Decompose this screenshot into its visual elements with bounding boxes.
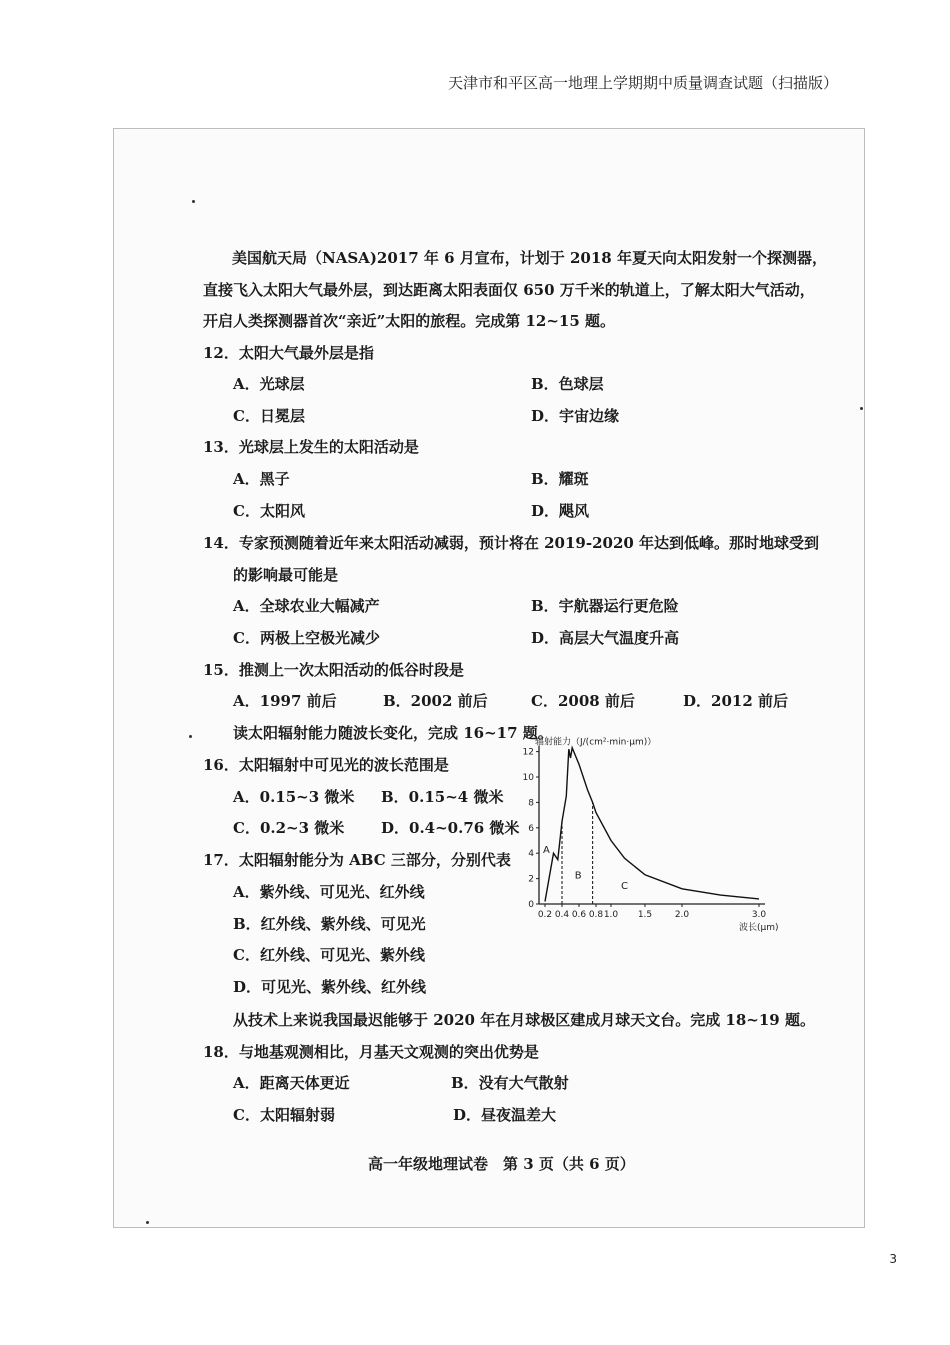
x-tick-label: 0.6 [571,910,587,920]
intro-chart: 读太阳辐射能力随波长变化，完成 16~17 题。 [233,724,553,742]
q12-option-c: C．日冕层 [233,407,305,425]
q17-option-c: C．红外线、可见光、紫外线 [233,946,425,964]
q14-option-c: C．两极上空极光减少 [233,629,380,647]
y-tick-label: 4 [528,849,534,860]
scan-page-footer: 高一年级地理试卷 第 3 页（共 6 页） [368,1155,635,1173]
q15-option-a: A．1997 前后 [233,692,337,710]
x-tick-label: 0.4 [554,910,570,920]
q14-stem-line-2: 的影响最可能是 [233,566,339,584]
q15-option-c: C．2008 前后 [531,692,635,710]
q13-option-c: C．太阳风 [233,502,305,520]
scan-speck [192,200,195,203]
y-tick-label: 12 [522,747,534,758]
q18-option-c: C．太阳辐射弱 [233,1106,335,1124]
q13-option-d: D．飓风 [531,502,590,520]
y-tick-label: 2 [528,874,534,885]
q17-option-b: B．红外线、紫外线、可见光 [233,915,426,933]
q14-option-a: A．全球农业大幅减产 [233,597,380,615]
q16-option-c: C．0.2~3 微米 [233,819,345,837]
solar-radiation-chart [505,724,795,939]
q16-option-d: D．0.4~0.76 微米 [381,819,520,837]
document-header-title: 天津市和平区高一地理上学期期中质量调查试题（扫描版） [447,74,838,92]
q14-option-d: D．高层大气温度升高 [531,629,680,647]
region-label-b: B [574,870,582,882]
x-tick-label: 0.2 [537,910,553,920]
q15-option-d: D．2012 前后 [683,692,788,710]
x-tick-label: 0.8 [588,910,604,920]
q12-option-a: A．光球层 [233,375,305,393]
q18-option-b: B．没有大气散射 [451,1074,569,1092]
q14-stem-line-1: 14．专家预测随着近年来太阳活动减弱，预计将在 2019-2020 年达到低峰。那时地球受到 [203,534,820,552]
y-tick-label: 0 [528,900,534,910]
q15-stem: 15．推测上一次太阳活动的低谷时段是 [203,661,464,679]
q12-option-b: B．色球层 [531,375,604,393]
q17-option-a: A．紫外线、可见光、红外线 [233,883,425,901]
q18-option-a: A．距离天体更近 [233,1074,350,1092]
y-axis-label: 辐射能力（J/(cm²·min·μm)） [535,737,657,748]
x-tick-label: 2.0 [674,910,690,920]
y-tick-label: 10 [522,773,534,783]
q13-option-b: B．耀斑 [531,470,589,488]
q15-option-b: B．2002 前后 [383,692,488,710]
q13-option-a: A．黑子 [233,470,290,488]
q12-option-d: D．宇宙边缘 [531,407,620,425]
x-axis-label: 波长(μm) [739,923,779,933]
q18-stem: 18．与地基观测相比，月基天文观测的突出优势是 [203,1043,539,1061]
y-tick-label: 8 [528,798,534,809]
scan-speck [189,735,192,738]
x-tick-label: 1.0 [603,910,619,920]
region-label-c: C [621,880,628,892]
q18-option-d: D．昼夜温差大 [453,1106,557,1124]
q17-option-d: D．可见光、紫外线、红外线 [233,978,427,996]
intro-nasa-line-2: 直接飞入太阳大气最外层，到达距离太阳表面仅 650 万千米的轨道上，了解太阳大气活动， [203,281,815,299]
page-number: 3 [889,1252,897,1266]
q16-stem: 16．太阳辐射中可见光的波长范围是 [203,756,449,774]
q13-stem: 13．光球层上发生的太阳活动是 [203,438,419,456]
q14-option-b: B．宇航器运行更危险 [531,597,679,615]
scan-speck [146,1221,149,1224]
q16-option-b: B．0.15~4 微米 [381,788,504,806]
y-tick-label: 6 [528,823,534,834]
q16-option-a: A．0.15~3 微米 [233,788,355,806]
region-label-a: A [543,845,550,857]
scan-speck [860,407,863,410]
q17-stem: 17．太阳辐射能分为 ABC 三部分，分别代表 [203,851,511,869]
intro-nasa-line-3: 开启人类探测器首次“亲近”太阳的旅程。完成第 12~15 题。 [203,312,616,330]
x-tick-label: 3.0 [751,910,767,920]
intro-moon: 从技术上来说我国最迟能够于 2020 年在月球极区建成月球天文台。完成 18~19 题。 [233,1011,815,1029]
q12-stem: 12．太阳大气最外层是指 [203,344,374,362]
x-tick-label: 1.5 [637,910,653,920]
intro-nasa-line-1: 美国航天局（NASA)2017 年 6 月宣布，计划于 2018 年夏天向太阳发射一个探测器， [232,249,827,267]
